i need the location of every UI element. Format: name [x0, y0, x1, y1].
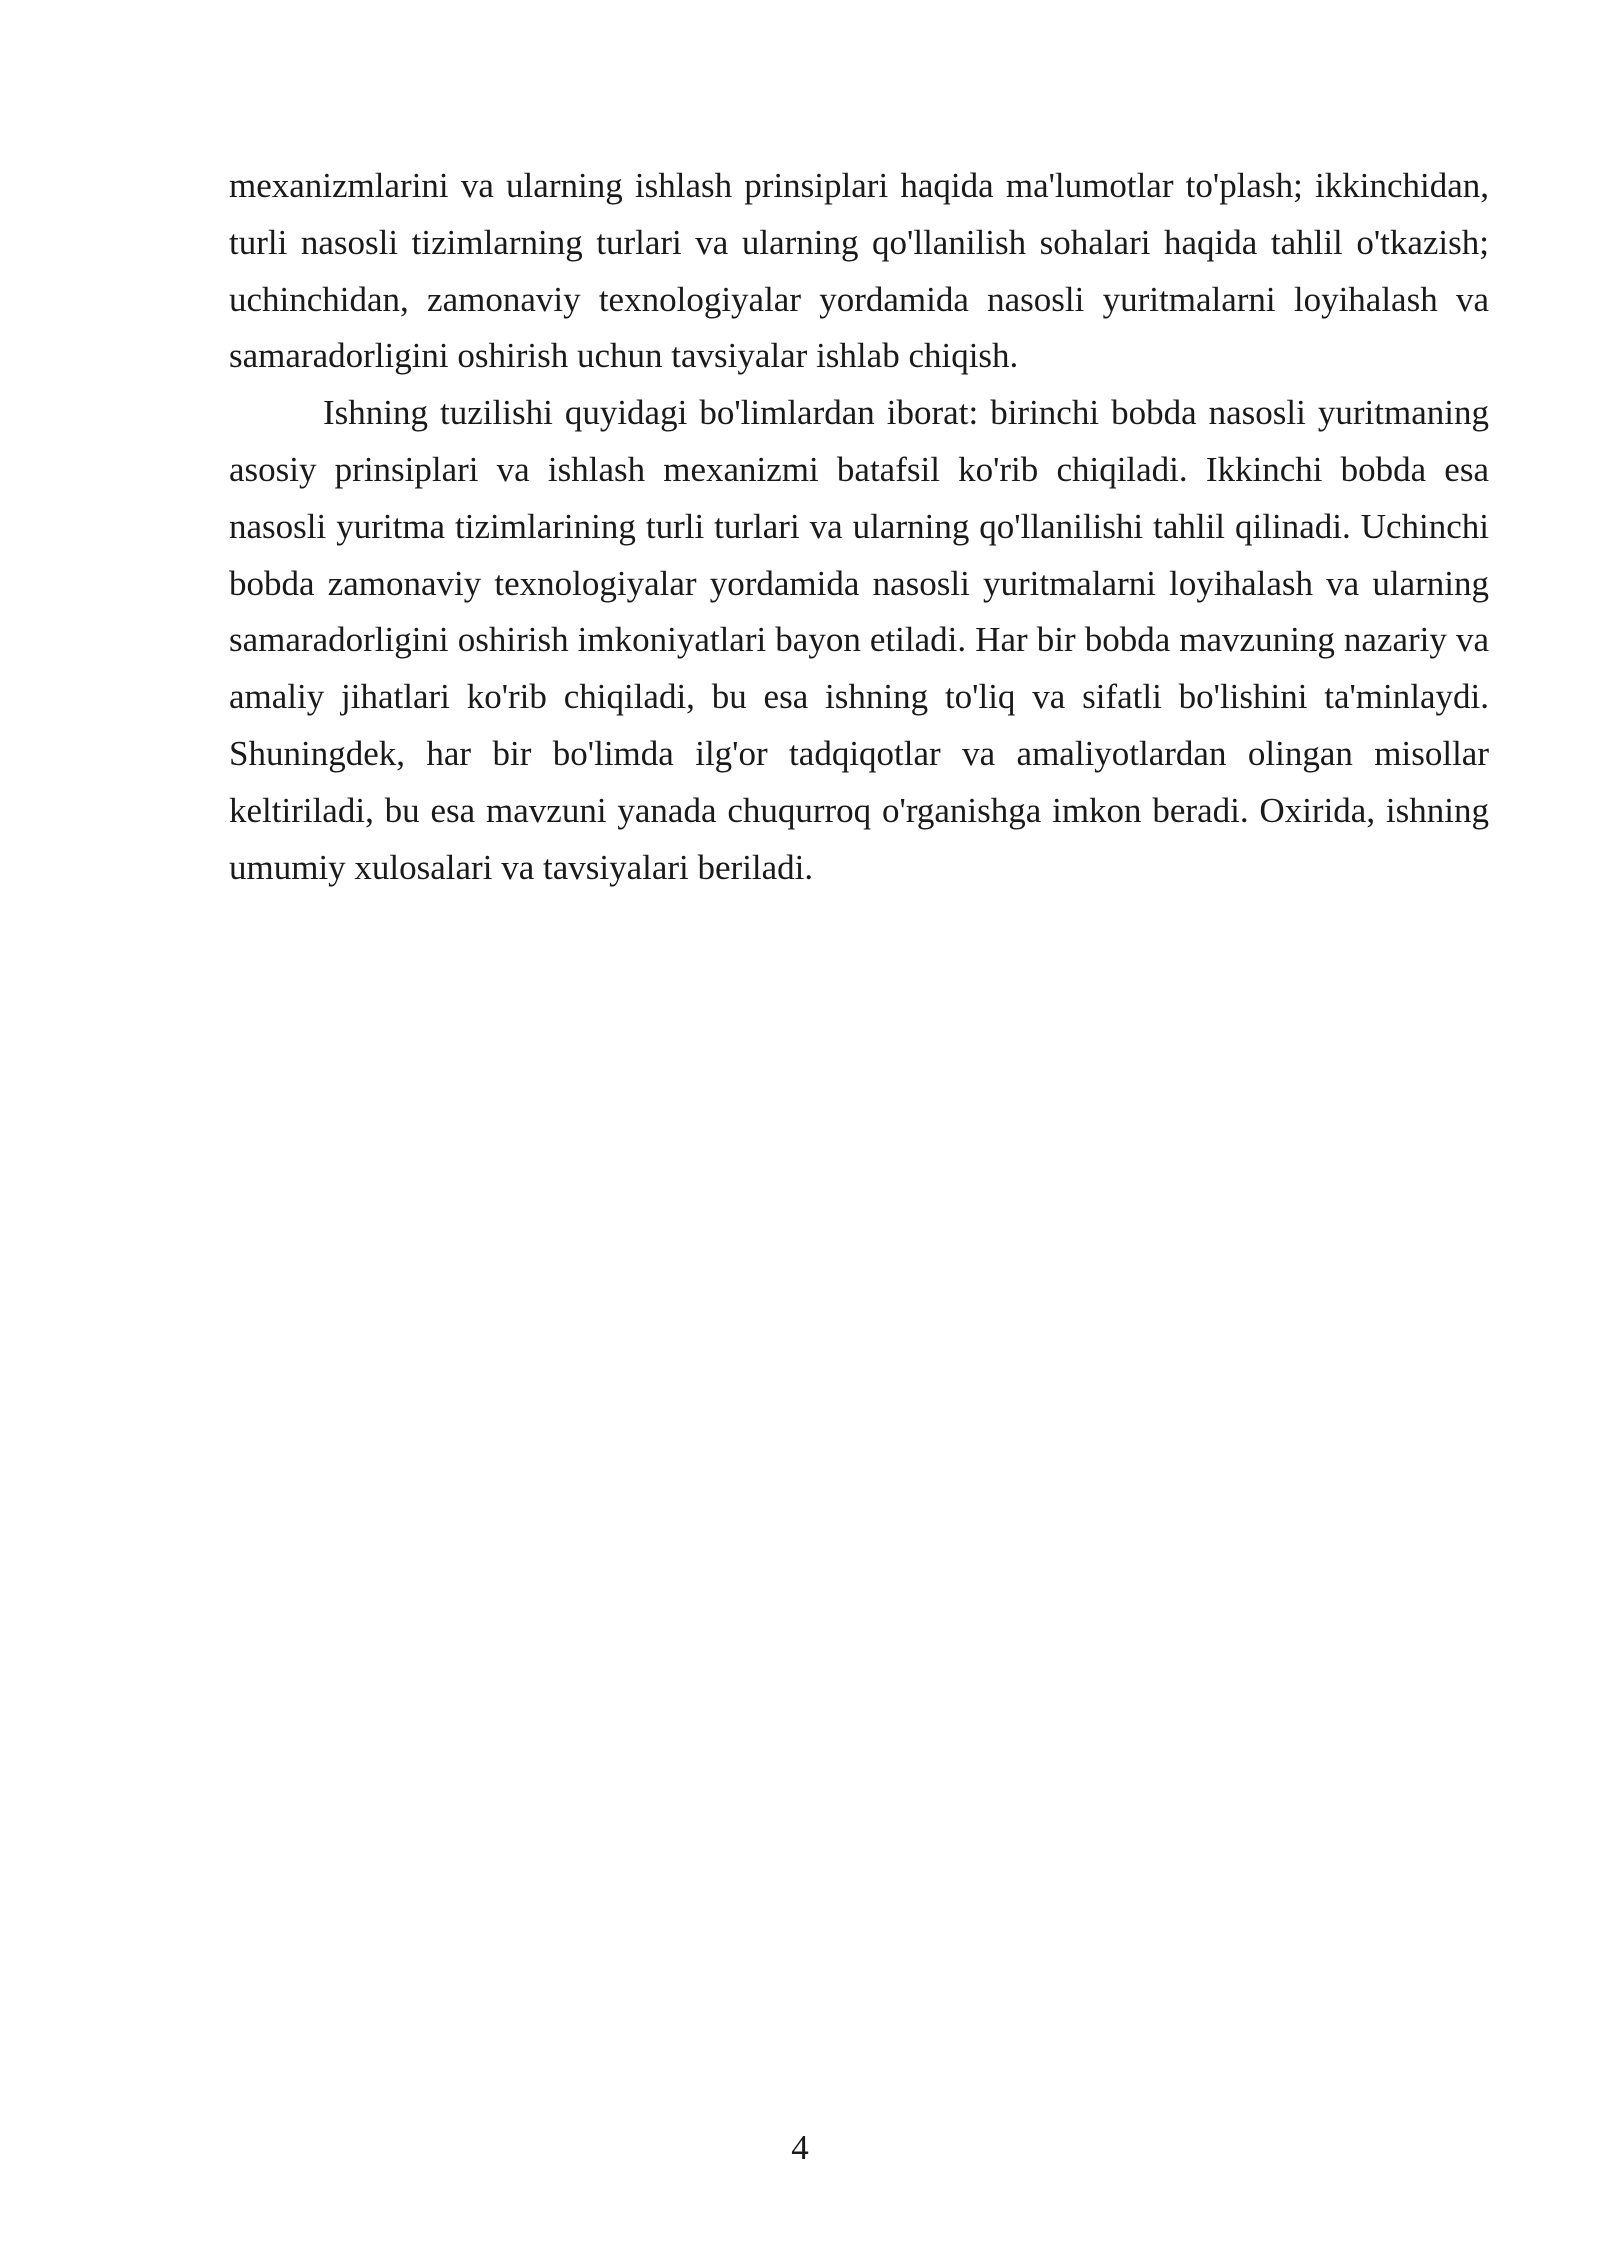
paragraph-1: mexanizmlarini va ularning ishlash prinsiplari haqida ma'lumotlar to'plash; ikkinchidan, turli nasosli tizimlarning turlari va ularning qo'llanilish sohalari haqida tahlil o'tkazish; uchinchidan, zamonaviy texnologiyalar yordamida nasosli yuritmalarni loyihalash va samaradorligini oshirish uchun tavsiyalar ishlab chiqish. [229, 166, 1489, 376]
body-text [229, 158, 1489, 896]
page-number: 4 [791, 2128, 809, 2167]
paragraph-2: Ishning tuzilishi quyidagi bo'limlardan iborat: birinchi bobda nasosli yuritmaning asosiy prinsiplari va ishlash mexanizmi batafsil ko'rib chiqiladi. Ikkinchi bobda esa nasosli yuritma tizimlarining turli turlari va ularning qo'llanilishi tahlil qilinadi. Uchinchi bobda zamonaviy texnologiyalar yordamida nasosli yuritmalarni loyihalash va ularning samaradorligini oshirish imkoniyatlari bayon etiladi. Har bir bobda mavzuning nazariy va amaliy jihatlari ko'rib chiqiladi, bu esa ishning to'liq va sifatli bo'lishini ta'minlaydi. Shuningdek, har bir bo'limda ilg'or tadqiqotlar va amaliyotlardan olingan misollar keltiriladi, bu esa mavzuni yanada chuqurroq o'rganishga imkon beradi. Oxirida, ishning umumiy xulosalari va tavsiyalari beriladi. [229, 393, 1489, 887]
